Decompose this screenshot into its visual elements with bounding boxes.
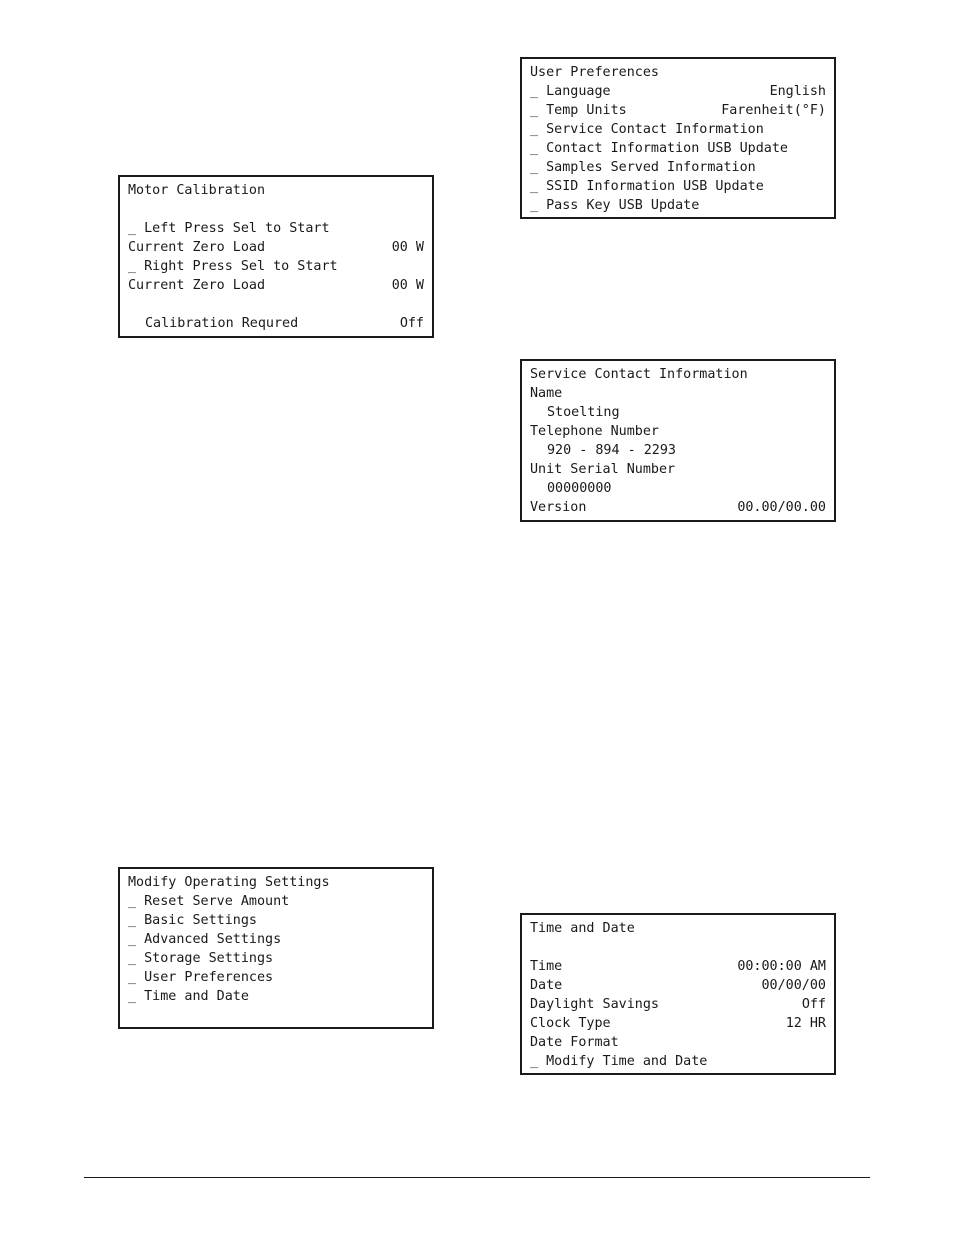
menu-item-temp-units[interactable]: _ Temp Units Farenheit(°F): [530, 103, 826, 118]
right-zero-load-row: Current Zero Load 00 W: [128, 278, 424, 293]
temp-units-value: Farenheit(°F): [721, 103, 826, 118]
menu-item-right-calibration[interactable]: _ Right Press Sel to Start: [128, 259, 338, 274]
menu-item-storage-settings[interactable]: _ Storage Settings: [128, 951, 274, 966]
calibration-required-value: Off: [399, 316, 424, 331]
screen-title: Time and Date: [530, 921, 635, 936]
blank-line: [128, 295, 424, 314]
version-value: 00.00/00.00: [737, 500, 826, 515]
calibration-required-row: Calibration Requred Off: [145, 316, 424, 331]
name-value: Stoelting: [547, 405, 620, 420]
daylight-savings-row: Daylight Savings Off: [530, 997, 826, 1012]
time-row: Time 00:00:00 AM: [530, 959, 826, 974]
menu-item-service-contact[interactable]: _ Service Contact Information: [530, 122, 764, 137]
menu-item-basic-settings[interactable]: _ Basic Settings: [128, 913, 257, 928]
clock-type-value: 12 HR: [785, 1016, 826, 1031]
menu-item-left-calibration[interactable]: _ Left Press Sel to Start: [128, 221, 330, 236]
blank-line: [128, 200, 424, 219]
date-value: 00/00/00: [761, 978, 826, 993]
screen-title: Motor Calibration: [128, 183, 266, 198]
menu-item-ssid-usb-update[interactable]: _ SSID Information USB Update: [530, 179, 764, 194]
daylight-savings-value: Off: [801, 997, 826, 1012]
menu-item-pass-key-usb-update[interactable]: _ Pass Key USB Update: [530, 198, 700, 213]
screen-title: User Preferences: [530, 65, 659, 80]
screen-title: Modify Operating Settings: [128, 875, 330, 890]
left-zero-load-row: Current Zero Load 00 W: [128, 240, 424, 255]
language-value: English: [769, 84, 826, 99]
menu-item-language[interactable]: _ Language English: [530, 84, 826, 99]
time-value: 00:00:00 AM: [737, 959, 826, 974]
serial-label: Unit Serial Number: [530, 462, 676, 477]
clock-type-row: Clock Type 12 HR: [530, 1016, 826, 1031]
menu-item-time-and-date[interactable]: _ Time and Date: [128, 989, 249, 1004]
date-row: Date 00/00/00: [530, 978, 826, 993]
left-zero-load-value: 00 W: [391, 240, 424, 255]
time-and-date-screen: [520, 913, 836, 1075]
name-label: Name: [530, 386, 563, 401]
menu-item-user-preferences[interactable]: _ User Preferences: [128, 970, 274, 985]
modify-operating-settings-screen: [118, 867, 434, 1029]
user-preferences-screen: [520, 57, 836, 219]
blank-line: [530, 938, 826, 957]
date-format-row: Date Format: [530, 1035, 619, 1050]
menu-item-samples-served[interactable]: _ Samples Served Information: [530, 160, 756, 175]
phone-value: 920 - 894 - 2293: [547, 443, 676, 458]
menu-item-contact-usb-update[interactable]: _ Contact Information USB Update: [530, 141, 788, 156]
serial-value: 00000000: [547, 481, 612, 496]
screen-title: Service Contact Information: [530, 367, 748, 382]
footer-divider: [84, 1177, 870, 1178]
version-row: Version 00.00/00.00: [530, 500, 826, 515]
menu-item-advanced-settings[interactable]: _ Advanced Settings: [128, 932, 282, 947]
motor-calibration-screen: [118, 175, 434, 338]
menu-item-modify-time-and-date[interactable]: _ Modify Time and Date: [530, 1054, 708, 1069]
menu-item-reset-serve-amount[interactable]: _ Reset Serve Amount: [128, 894, 290, 909]
phone-label: Telephone Number: [530, 424, 659, 439]
right-zero-load-value: 00 W: [391, 278, 424, 293]
service-contact-screen: [520, 359, 836, 522]
